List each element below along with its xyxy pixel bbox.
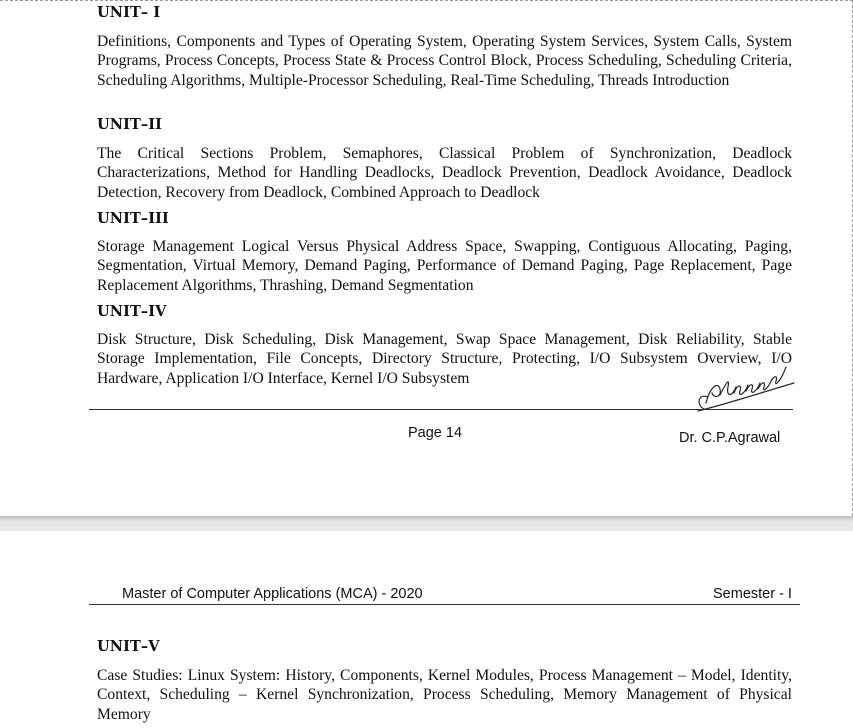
author-name: Dr. C.P.Agrawal — [679, 430, 781, 446]
unit-4-text: Disk Structure, Disk Scheduling, Disk Management, Swap Space Management, Disk Reliability, Stable Storage Implementation, File Concepts, Directory Structure, Protecting, I/O Subsystem Overview, I/O Hardware, Application I/O Interface, Kernel I/O Subsystem — [97, 331, 792, 387]
footer-divider — [89, 409, 793, 410]
unit-1-heading: UNIT– I — [97, 4, 161, 21]
signature-image — [690, 353, 800, 415]
page-separator — [0, 516, 853, 531]
unit-3-heading: UNIT–III — [97, 210, 169, 227]
unit-5-text: Case Studies: Linux System: History, Components, Kernel Modules, Process Management – Model, Identity, Context, Scheduling – Kernel Synchronization, Process Scheduling, Memory Management of Physical Memory — [97, 667, 792, 723]
unit-4-heading: UNIT–IV — [97, 303, 167, 320]
page-number: Page 14 — [408, 425, 463, 441]
unit-2-text: The Critical Sections Problem, Semaphores, Classical Problem of Synchronization, Deadlock Characterizations, Method for Handling Deadlocks, Deadlock Prevention, Deadlock Avoidance, Deadlock Detection, Recovery from Deadlock, Combined Approach to Deadlock — [97, 145, 792, 201]
semester-label: Semester - I — [713, 586, 792, 602]
unit-1-text: Definitions, Components and Types of Operating System, Operating System Services, System Calls, System Programs, Process Concepts, Process State & Process Control Block, Process Scheduling, Scheduling Criteria, Scheduling Algorithms, Multiple-Processor Scheduling, Real-Time Scheduling, Threads Introduction — [97, 33, 792, 89]
document-title: Master of Computer Applications (MCA) - 2020 — [122, 586, 423, 602]
unit-3-text: Storage Management Logical Versus Physical Address Space, Swapping, Contiguous Allocating, Paging, Segmentation, Virtual Memory, Demand Paging, Performance of Demand Paging, Page Replacement, Page Replacement Algorithms, Thrashing, Demand Segmentation — [97, 238, 792, 294]
unit-2-heading: UNIT–II — [97, 116, 162, 133]
unit-5-heading: UNIT–V — [97, 638, 160, 655]
header-divider — [89, 604, 800, 605]
document-page-15 — [0, 531, 853, 728]
